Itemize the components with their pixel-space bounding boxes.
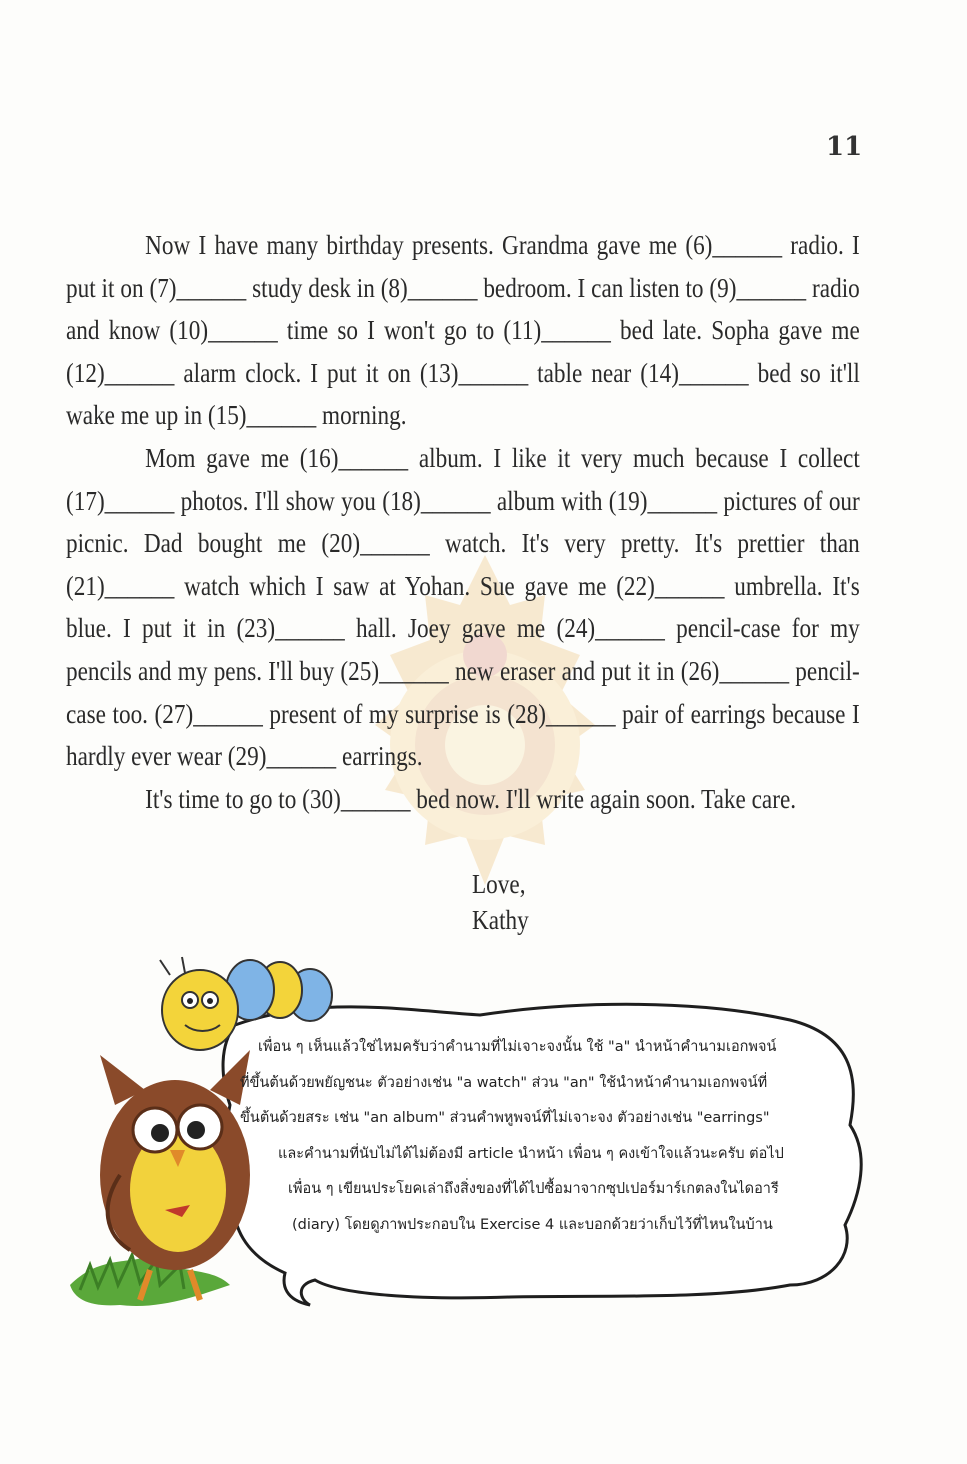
letter-signoff (472, 866, 529, 938)
closing: Love, (472, 869, 526, 899)
bubble-line: เพื่อน ๆ เห็นแล้วใช่ไหมครับว่าคำนามที่ไม่เจาะจงนั้น ใช้ "a" นำหน้าคำนามเอกพจน์ (258, 1039, 777, 1055)
letter-paragraph-1: Now I have many birthday presents. Grandma gave me (6)______ radio. I put it on (7)______ study desk in (8)______ bedroom. I can listen to (9)______ radio and know (10)______ time so I won't go to (11)______ bed late. Sopha gave me (12)______ alarm clock. I put it on (13)______ table near (14)______ bed so it'll wake me up in (15)______ morning. (66, 230, 860, 431)
page-number: 11 (826, 132, 863, 162)
letter-paragraph-2: Mom gave me (16)______ album. I like it very much because I collect (17)______ photos. I'll show you (18)______ album with (19)______ pictures of our picnic. Dad bought me (20)______ watch. It's very pretty. It's prettier than (21)______ watch which I saw at Yohan. Sue gave me (22)______ umbrella. It's blue. I put it in (23)______ hall. Joey gave me (24)______ pencil-case for my pencils and my pens. I'll buy (25)______ new eraser and put it in (26)______ pencil-case too. (27)______ present of my surprise is (28)______ pair of earrings because I hardly ever wear (29)______ earrings. (66, 442, 860, 772)
letter-body (66, 224, 860, 820)
bubble-line: ขึ้นต้นด้วยสระ เช่น "an album" ส่วนคำพหูพจน์ที่ไม่เจาะจง ตัวอย่างเช่น "earrings" (240, 1110, 770, 1126)
bubble-line: (diary) โดยดูภาพประกอบใน Exercise 4 และบอกด้วยว่าเก็บไว้ที่ไหนในบ้าน (292, 1216, 773, 1233)
speech-bubble-text (240, 1030, 848, 1243)
signature: Kathy (472, 905, 529, 935)
letter-paragraph-3: It's time to go to (30)______ bed now. I'll write again soon. Take care. (145, 783, 797, 814)
bubble-line: ที่ขึ้นต้นด้วยพยัญชนะ ตัวอย่างเช่น "a watch" ส่วน "an" ใช้นำหน้าคำนามเอกพจน์ที่ (240, 1074, 768, 1091)
bubble-line: เพื่อน ๆ เขียนประโยคเล่าถึงสิ่งของที่ได้ไปซื้อมาจากซุปเปอร์มาร์เกตลงในไดอารี (288, 1181, 779, 1197)
bubble-line: และคำนามที่นับไม่ได้ไม่ต้องมี article นำหน้า เพื่อน ๆ คงเข้าใจแล้วนะครับ ต่อไป (278, 1145, 784, 1162)
